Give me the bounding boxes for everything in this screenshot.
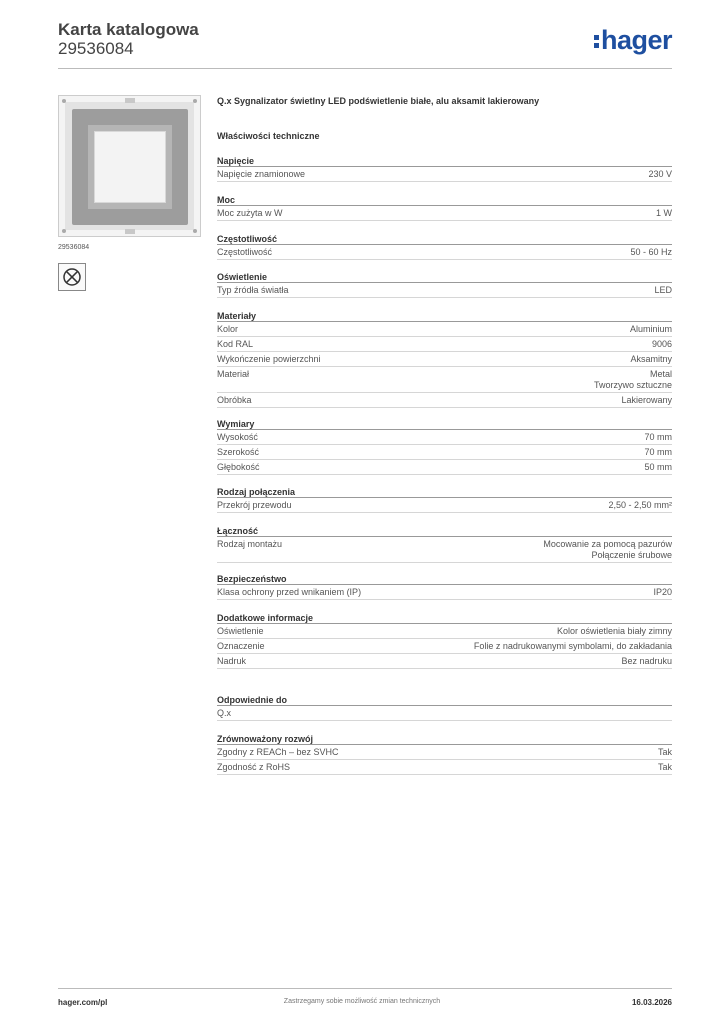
spec-row <box>217 206 672 221</box>
section-lacznosc <box>217 525 672 563</box>
spec-label: Częstotliwość <box>217 247 273 257</box>
spec-value: LED <box>654 285 672 295</box>
section-title: Łączność <box>217 525 672 537</box>
spec-value: 9006 <box>651 339 672 349</box>
spec-label: Wykończenie powierzchni <box>217 354 321 364</box>
section-title: Wymiary <box>217 418 672 430</box>
spec-value: 230 V <box>648 169 672 179</box>
section-title: Rodzaj połączenia <box>217 486 672 498</box>
section-title: Bezpieczeństwo <box>217 573 672 585</box>
screw-hole <box>193 99 197 103</box>
spec-label: Q.x <box>217 708 232 718</box>
spec-row <box>217 352 672 367</box>
spec-value: Aksamitny <box>630 354 672 364</box>
document-title: Karta katalogowa <box>58 20 199 39</box>
spec-value: 50 - 60 Hz <box>630 247 672 257</box>
section-title: Dodatkowe informacje <box>217 612 672 624</box>
spec-row <box>217 393 672 408</box>
section-title: Moc <box>217 194 672 206</box>
spec-row <box>217 337 672 352</box>
section-rodzaj-polaczenia <box>217 486 672 513</box>
spec-row <box>217 537 672 563</box>
aluminium-cover-plate <box>72 109 188 225</box>
product-image <box>58 95 201 237</box>
spec-label: Nadruk <box>217 656 247 666</box>
section-title: Częstotliwość <box>217 233 672 245</box>
section-title: Zrównoważony rozwój <box>217 733 672 745</box>
section-moc <box>217 194 672 221</box>
spec-row <box>217 283 672 298</box>
screw-hole <box>62 229 66 233</box>
spec-row <box>217 445 672 460</box>
image-caption-code: 29536084 <box>58 244 90 251</box>
spec-label: Zgodność z RoHS <box>217 762 291 772</box>
spec-label: Typ źródła światła <box>217 285 289 295</box>
header-divider <box>58 68 672 69</box>
spec-label: Klasa ochrony przed wnikaniem (IP) <box>217 587 362 597</box>
specs-heading: Właściwości techniczne <box>217 131 320 141</box>
spec-label: Głębokość <box>217 462 260 472</box>
footer-notice: Zastrzegamy sobie możliwość zmian technicznych <box>283 998 441 1005</box>
spec-value: Lakierowany <box>621 395 672 405</box>
spec-value: Tak <box>657 747 672 757</box>
spec-value: Folie z nadrukowanymi symbolami, do zakładania <box>473 641 672 651</box>
spec-value: 70 mm <box>644 447 672 457</box>
spec-row <box>217 460 672 475</box>
logo-text: hager <box>600 25 672 55</box>
spec-row <box>217 760 672 775</box>
lamp-symbol-icon <box>58 263 86 291</box>
spec-value: 2,50 - 2,50 mm² <box>608 500 672 510</box>
footer-date: 16.03.2026 <box>631 998 672 1007</box>
spec-label: Moc zużyta w W <box>217 208 283 218</box>
spec-label: Kod RAL <box>217 339 254 349</box>
section-oswietlenie <box>217 271 672 298</box>
spec-row <box>217 654 672 669</box>
spec-label: Oświetlenie <box>217 626 264 636</box>
spec-row <box>217 706 672 721</box>
section-dodatkowe-informacje <box>217 612 672 669</box>
led-light-panel <box>94 131 166 203</box>
spec-label: Napięcie znamionowe <box>217 169 306 179</box>
spec-value: IP20 <box>653 587 672 597</box>
spec-row <box>217 245 672 260</box>
spec-value: Mocowanie za pomocą pazurów Połączenie śrubowe <box>543 539 672 560</box>
spec-value: 50 mm <box>644 462 672 472</box>
section-zrownowazony-rozwoj <box>217 733 672 775</box>
spec-label: Obróbka <box>217 395 252 405</box>
spec-row <box>217 624 672 639</box>
frame-tab <box>125 229 135 234</box>
spec-label: Materiał <box>217 369 250 379</box>
spec-row <box>217 745 672 760</box>
product-description: Q.x Sygnalizator świetlny LED podświetlenie białe, alu aksamit lakierowany <box>217 96 540 106</box>
spec-row <box>217 585 672 600</box>
spec-row <box>217 322 672 337</box>
spec-row <box>217 430 672 445</box>
frame-tab <box>125 98 135 103</box>
section-bezpieczenstwo <box>217 573 672 600</box>
spec-value: Aluminium <box>629 324 672 334</box>
spec-label: Przekrój przewodu <box>217 500 292 510</box>
spec-label: Szerokość <box>217 447 260 457</box>
section-title: Oświetlenie <box>217 271 672 283</box>
spec-label: Wysokość <box>217 432 258 442</box>
spec-value: Kolor oświetlenia biały zimny <box>556 626 672 636</box>
section-title: Napięcie <box>217 155 672 167</box>
section-odpowiednie-do <box>217 694 672 721</box>
screw-hole <box>62 99 66 103</box>
spec-label: Zgodny z REACh – bez SVHC <box>217 747 339 757</box>
spec-value: Bez nadruku <box>621 656 672 666</box>
section-napiecie <box>217 155 672 182</box>
spec-value: Tak <box>657 762 672 772</box>
spec-row <box>217 367 672 393</box>
spec-row <box>217 639 672 654</box>
logo-colon-icon <box>594 31 599 49</box>
spec-value: 70 mm <box>644 432 672 442</box>
spec-value: 1 W <box>655 208 672 218</box>
screw-hole <box>193 229 197 233</box>
section-czestotliwosc <box>217 233 672 260</box>
footer-divider <box>58 988 672 989</box>
spec-label: Kolor <box>217 324 239 334</box>
section-title: Odpowiednie do <box>217 694 672 706</box>
section-wymiary <box>217 418 672 475</box>
section-materialy <box>217 310 672 408</box>
section-title: Materiały <box>217 310 672 322</box>
spec-row <box>217 167 672 182</box>
spec-row <box>217 498 672 513</box>
catalog-number: 29536084 <box>58 39 134 58</box>
spec-value: Metal Tworzywo sztuczne <box>593 369 672 390</box>
spec-label: Oznaczenie <box>217 641 265 651</box>
hager-logo <box>594 27 672 54</box>
footer-website-link[interactable]: hager.com/pl <box>58 998 108 1007</box>
spec-label: Rodzaj montażu <box>217 539 283 549</box>
